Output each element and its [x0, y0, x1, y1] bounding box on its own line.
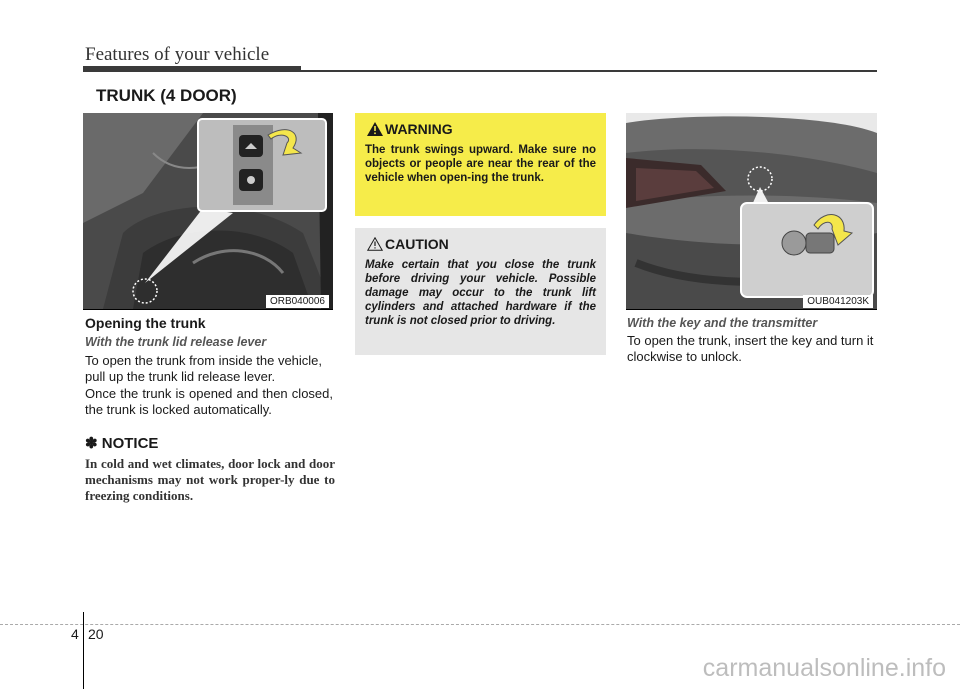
notice-title: ✽ NOTICE	[85, 435, 159, 452]
header-title: Features of your vehicle	[85, 44, 270, 65]
trunk-lid-release-lever-illustration	[83, 113, 333, 309]
trunk-key-lock-illustration	[626, 113, 877, 309]
warning-triangle-icon	[367, 122, 383, 141]
figure-caption: OUB041203K	[803, 295, 873, 308]
chapter-number: 4	[71, 626, 79, 642]
paragraph-auto-lock: Once the trunk is opened and then closed, the trunk is locked automatically.	[85, 386, 333, 417]
watermark: carmanualsonline.info	[702, 654, 946, 682]
paragraph-release-lever: To open the trunk from inside the vehicle, pull up the trunk lid release lever.	[85, 353, 323, 384]
trunk-key-figure	[626, 113, 877, 309]
figure-rule	[83, 309, 333, 310]
paragraph-key-unlock: To open the trunk, insert the key and turn it clockwise to unlock.	[627, 333, 874, 364]
caution-box	[355, 228, 606, 355]
warning-text: The trunk swings upward. Make sure no objects or people are near the rear of the vehicle when open-ing the trunk.	[365, 144, 596, 184]
caution-text: Make certain that you close the trunk before driving your vehicle. Possible damage may occur to the trunk lift cylinders and attached hardware if the trunk is not closed prior to driving.	[365, 259, 596, 327]
figure-rule	[626, 309, 877, 310]
section-title: TRUNK (4 DOOR)	[96, 86, 237, 105]
subheading-key-transmitter: With the key and the transmitter	[627, 316, 818, 330]
caution-title: CAUTION	[385, 236, 449, 252]
notice-body: In cold and wet climates, door lock and door mechanisms may not work proper-ly due to freezing conditions.	[85, 456, 335, 503]
figure-caption: ORB040006	[266, 295, 329, 308]
warning-title: WARNING	[385, 121, 453, 137]
header-rule-thick	[83, 66, 301, 72]
trunk-release-lever-figure	[83, 113, 333, 309]
caution-triangle-icon	[367, 237, 383, 256]
header-rule-thin	[301, 70, 877, 72]
footer-vertical-rule	[83, 612, 84, 689]
subheading-release-lever: With the trunk lid release lever	[85, 335, 267, 349]
footer-dashed-rule	[0, 624, 960, 625]
page-number: 20	[88, 626, 104, 642]
heading-opening-trunk: Opening the trunk	[85, 315, 206, 331]
warning-box	[355, 113, 606, 216]
